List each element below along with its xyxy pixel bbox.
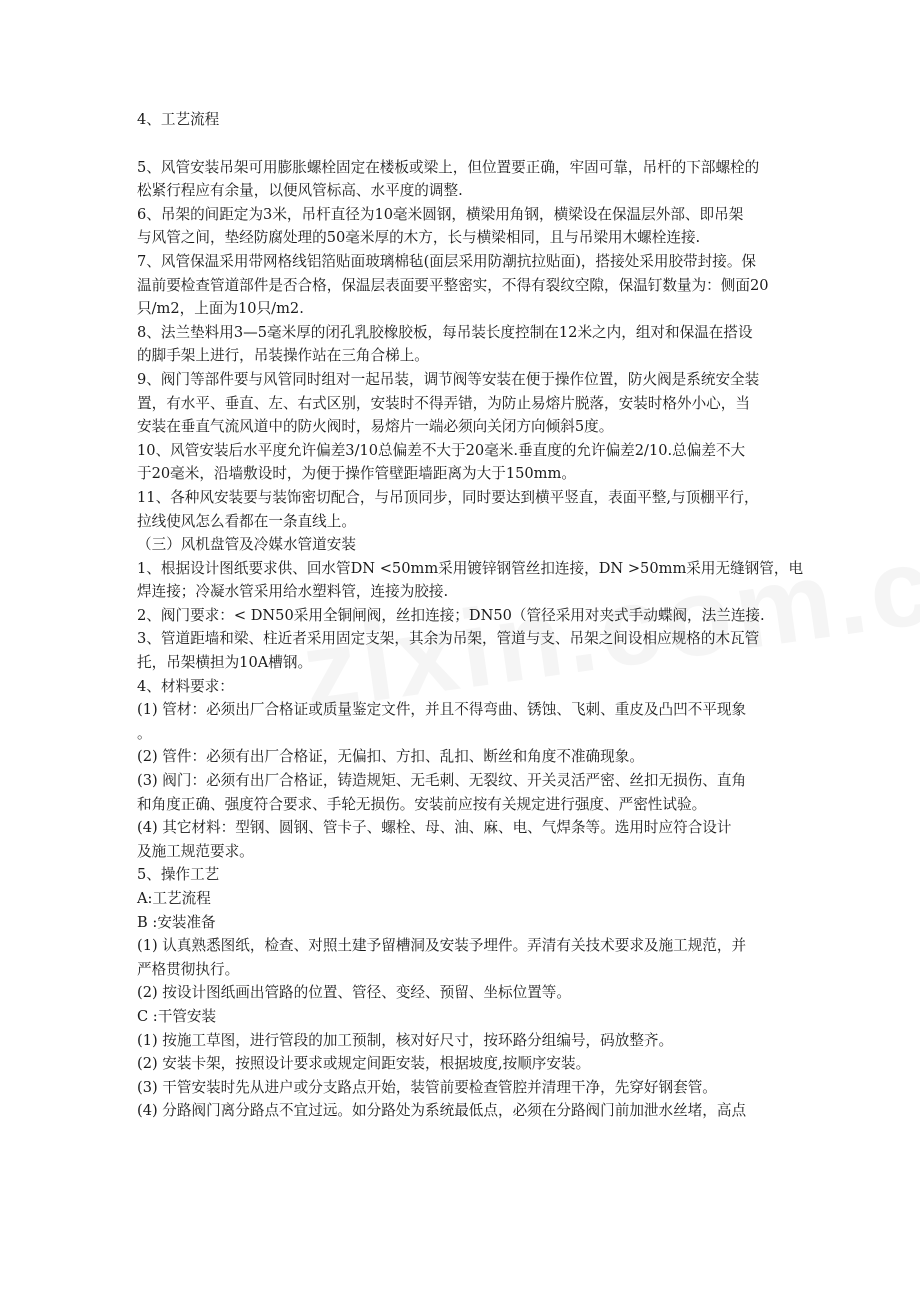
paragraph-line: 5、风管安装吊架可用膨胀螺栓固定在楼板或梁上，但位置要正确，牢固可靠，吊杆的下部螺栓的 [137,158,760,176]
list-item: 和角度正确、强度符合要求、手轮无损伤。安装前应按有关规定进行强度、严密性试验。 [137,795,707,813]
paragraph-line: 托，吊架横担为10A槽钢。 [137,654,313,672]
list-item: (2) 安装卡架，按照设计要求或规定间距安装，根据坡度,按顺序安装。 [137,1055,591,1073]
list-item: (1) 管材：必须出厂合格证或质量鉴定文件，并且不得弯曲、锈蚀、飞刺、重皮及凸凹不平现象 [137,701,747,719]
paragraph-line: 2、阀门要求：< DN50采用全铜闸阀，丝扣连接；DN50（管径采用对夹式手动蝶阀，法兰连接. [137,606,765,624]
paragraph-line: 与风管之间，垫经防腐处理的50毫米厚的木方，长与横梁相同，且与吊梁用木螺栓连接. [137,229,701,247]
heading-process-flow: 4、工艺流程 [137,111,220,128]
list-item: 严格贯彻执行。 [137,960,240,978]
paragraph-line: 10、风管安装后水平度允许偏差3/10总偏差不大于20毫米.垂直度的允许偏差2/10.总偏差不大 [137,441,746,459]
paragraph-line: 温前要检查管道部件是否合格，保温层表面要平整密实，不得有裂纹空隙，保温钉数量为：侧面20 [137,276,769,294]
list-item: (2) 按设计图纸画出管路的位置、管径、变经、预留、坐标位置等。 [137,984,571,1002]
list-item: 。 [137,724,152,742]
list-item: (3) 阀门：必须有出厂合格证，铸造规矩、无毛刺、无裂纹、开关灵活严密、丝扣无损伤、直角 [137,772,747,790]
paragraph-line: 置，有水平、垂直、左、右式区别，安装时不得弄错，为防止易熔片脱落，安装时格外小心，当 [137,394,750,412]
list-item: (3) 干管安装时先从进户或分支路点开始，装管前要检查管腔并清理干净，先穿好钢套管。 [137,1078,717,1096]
subheading: A:工艺流程 [137,890,211,907]
paragraph-line: 3、管道距墙和梁、柱近者采用固定支架，其余为吊架，管道与支、吊架之间设相应规格的木瓦管 [137,630,760,648]
paragraph-line: 7、风管保温采用带网格线铝箔贴面玻璃棉毡(面层采用防潮抗拉贴面)，搭接处采用胶带封接。保 [137,252,757,270]
subheading: 4、材料要求： [137,677,234,695]
list-item: (2) 管件：必须有出厂合格证，无偏扣、方扣、乱扣、断丝和角度不准确现象。 [137,748,644,766]
paragraph-line: 安装在垂直气流风道中的防火阀时，易熔片一端必须向关闭方向倾斜5度。 [137,418,614,436]
paragraph-line: 8、法兰垫料用3—5毫米厚的闭孔乳胶橡胶板，每吊装长度控制在12米之内，组对和保温在搭设 [137,323,753,341]
paragraph-line: 的脚手架上进行，吊装操作站在三角合梯上。 [137,347,429,365]
list-item: (4) 分路阀门离分路点不宜过远。如分路处为系统最低点，必须在分路阀门前加泄水丝堵，高点 [137,1102,747,1120]
list-item: 及施工规范要求。 [137,842,254,860]
blank-line [137,132,797,156]
paragraph-line: 松紧行程应有余量，以便风管标高、水平度的调整. [137,182,463,200]
list-item: (1) 按施工草图，进行管段的加工预制，核对好尺寸，按环路分组编号，码放整齐。 [137,1031,674,1049]
document-page [137,108,804,1123]
list-item: (4) 其它材料：型钢、圆钢、管卡子、螺栓、母、油、麻、电、气焊条等。选用时应符合设计 [137,819,732,837]
subheading: 5、操作工艺 [137,866,220,884]
paragraph-line: 焊连接；冷凝水管采用给水塑料管，连接为胶接. [137,583,449,601]
paragraph-line: 只/m2，上面为10只/m2. [137,300,304,318]
paragraph-line: 于20毫米，沿墙敷设时，为便于操作管壁距墙距离为大于150mm。 [137,465,576,483]
paragraph-line: 11、各种风安装要与装饰密切配合，与吊顶同步，同时要达到横平竖直，表面平整,与顶棚平行， [137,488,759,506]
subheading: C :干管安装 [137,1007,217,1025]
paragraph-line: 9、阀门等部件要与风管同时组对一起吊装，调节阀等安装在便于操作位置，防火阀是系统安全装 [137,370,760,388]
paragraph-line: 1、根据设计图纸要求供、回水管DN <50mm采用镀锌钢管丝扣连接，DN >50mm采用无缝钢管，电 [137,559,804,577]
paragraph-line: 6、吊架的间距定为3米，吊杆直径为10毫米圆钢，横梁用角钢，横梁设在保温层外部、即吊架 [137,205,744,223]
subheading: B :安装准备 [137,913,216,931]
list-item: (1) 认真熟悉图纸，检查、对照土建予留槽洞及安装予埋件。弄清有关技术要求及施工规范，并 [137,937,747,955]
paragraph-line: 拉线使风怎么看都在一条直线上。 [137,512,356,530]
section-heading: （三）风机盘管及冷媒水管道安装 [137,536,356,554]
